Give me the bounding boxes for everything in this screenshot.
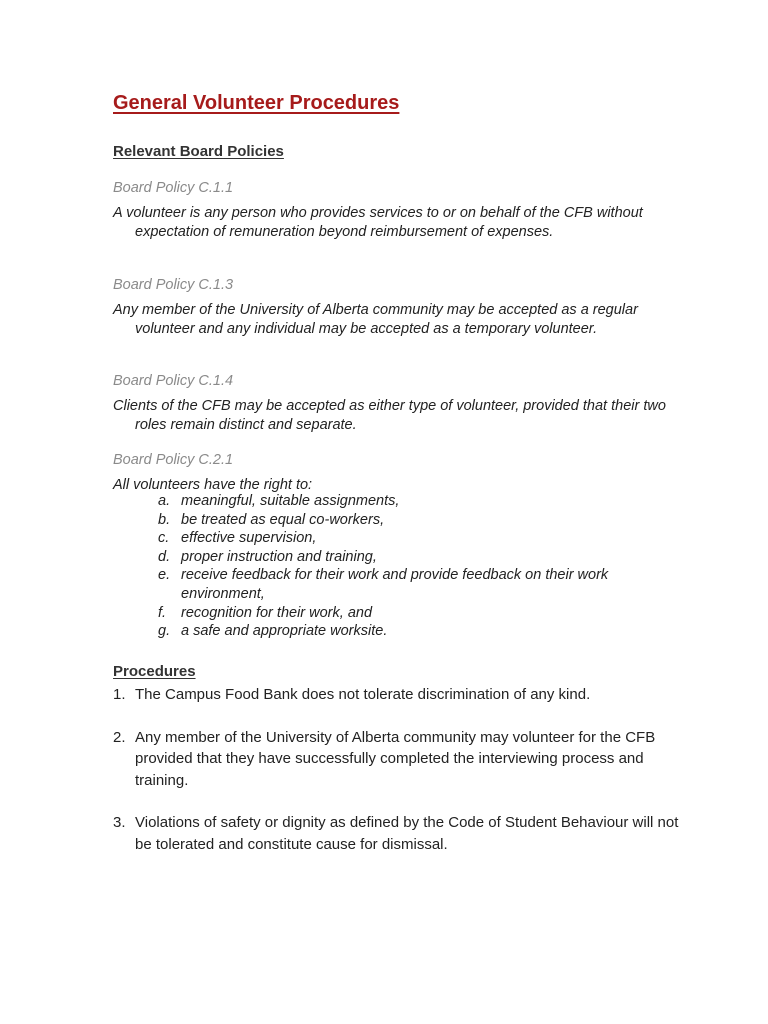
list-item: [113, 566, 673, 603]
list-item-text: proper instruction and training,: [181, 548, 377, 565]
policy-text-c-1-4: Clients of the CFB may be accepted as either type of volunteer, provided that their two roles remain distinct and separate.: [113, 398, 666, 433]
procedures-heading: Procedures: [113, 663, 196, 680]
list-item-marker: a.: [158, 493, 171, 509]
list-item-text: effective supervision,: [181, 530, 317, 547]
policy-text-c-2-1: All volunteers have the right to:: [113, 477, 313, 493]
list-item: [113, 727, 683, 792]
list-item-marker: 3.: [113, 814, 126, 831]
list-item-marker: 2.: [113, 728, 126, 746]
policy-label-c-2-1: Board Policy C.2.1: [113, 452, 234, 468]
list-item-text: be treated as equal co-workers,: [181, 511, 385, 528]
list-item: [113, 529, 673, 548]
list-item-text: a safe and appropriate worksite.: [181, 623, 388, 640]
policy-text-c-1-3: Any member of the University of Alberta community may be accepted as a regular volunteer and any individual may be accepted as a temporary volunteer.: [113, 302, 638, 337]
list-item-text: recognition for their work, and: [181, 604, 373, 621]
list-item: [113, 604, 673, 623]
list-item: [113, 684, 683, 706]
list-item-marker: f.: [158, 604, 167, 621]
policy-text-c-1-1: A volunteer is any person who provides services to or on behalf of the CFB without expectation of remuneration beyond reimbursement of expenses.: [113, 205, 643, 240]
list-item-marker: d.: [158, 548, 171, 565]
list-item-text: meaningful, suitable assignments,: [181, 493, 400, 509]
list-item: [113, 622, 673, 641]
list-item-marker: 1.: [113, 686, 126, 703]
list-item: [113, 492, 673, 511]
list-item: [113, 548, 673, 567]
list-item-marker: g.: [158, 623, 171, 640]
list-item: [113, 812, 683, 855]
list-item-text: Any member of the University of Alberta community may volunteer for the CFB provided that they have successfully completed the interviewing process and training.: [135, 728, 656, 789]
document-title: General Volunteer Procedures: [113, 92, 400, 114]
list-item-marker: b.: [158, 511, 171, 528]
relevant-policies-heading: Relevant Board Policies: [113, 143, 284, 160]
policy-label-c-1-3: Board Policy C.1.3: [113, 277, 234, 293]
list-item: [113, 511, 673, 530]
list-item-marker: e.: [158, 567, 171, 584]
list-item-text: The Campus Food Bank does not tolerate discrimination of any kind.: [135, 686, 591, 703]
policy-label-c-1-4: Board Policy C.1.4: [113, 373, 234, 389]
list-item-text: receive feedback for their work and provide feedback on their work environment,: [181, 567, 609, 602]
list-item-text: Violations of safety or dignity as defined by the Code of Student Behaviour will not be tolerated and constitute cause for dismissal.: [135, 814, 679, 853]
procedures-list: [113, 684, 683, 876]
list-item-marker: c.: [158, 530, 170, 547]
volunteer-rights-list: [113, 492, 673, 641]
policy-label-c-1-1: Board Policy C.1.1: [113, 180, 234, 196]
